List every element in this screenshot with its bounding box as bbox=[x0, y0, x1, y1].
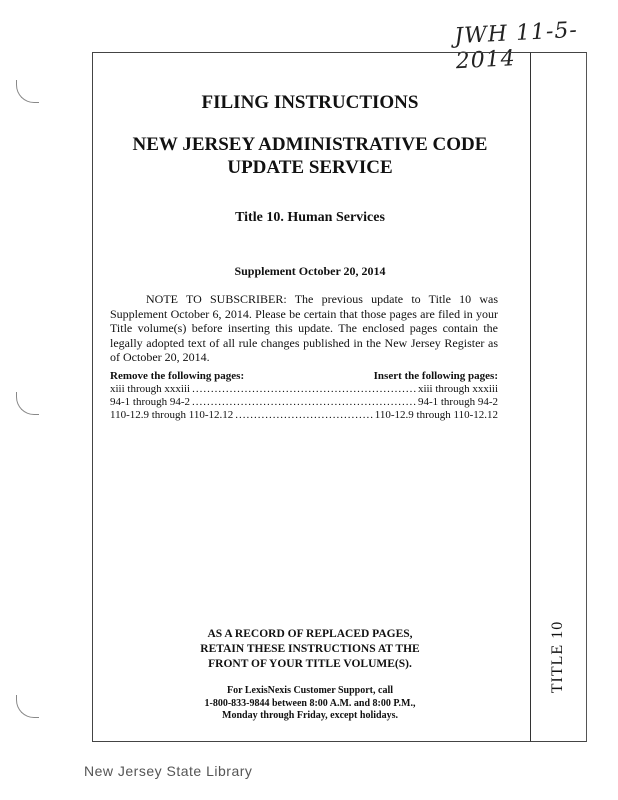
insert-pages: 110-12.9 through 110-12.12 bbox=[374, 409, 498, 421]
support-line: Monday through Friday, except holidays. bbox=[222, 710, 398, 721]
insert-header: Insert the following pages: bbox=[373, 370, 498, 382]
library-stamp: New Jersey State Library bbox=[84, 763, 253, 779]
remove-pages: 94-1 through 94-2 bbox=[110, 396, 191, 408]
code-name-line-2: UPDATE SERVICE bbox=[227, 157, 393, 178]
dot-leader bbox=[192, 383, 416, 396]
table-row bbox=[110, 383, 498, 396]
punch-hole-mark bbox=[16, 80, 39, 103]
title-tab-text: TITLE 10 bbox=[549, 620, 567, 694]
handwritten-note: JWH 11-5-2014 bbox=[453, 17, 579, 75]
support-line: 1-800-833-9844 between 8:00 A.M. and 8:00 P.M., bbox=[204, 697, 416, 709]
insert-pages: 94-1 through 94-2 bbox=[417, 396, 498, 408]
table-row bbox=[110, 409, 498, 422]
title-tab-label bbox=[538, 612, 578, 702]
customer-support-info bbox=[140, 685, 480, 723]
record-line: AS A RECORD OF REPLACED PAGES, bbox=[207, 628, 413, 640]
support-line: For LexisNexis Customer Support, call bbox=[226, 685, 393, 696]
dot-leader bbox=[235, 409, 373, 422]
record-line: FRONT OF YOUR TITLE VOLUME(S). bbox=[208, 658, 412, 670]
supplement-date: Supplement October 20, 2014 bbox=[234, 264, 386, 278]
punch-hole-mark bbox=[16, 392, 39, 415]
insert-pages: xiii through xxxiii bbox=[417, 383, 498, 395]
page-title: FILING INSTRUCTIONS bbox=[201, 92, 419, 113]
remove-pages: 110-12.9 through 110-12.12 bbox=[110, 409, 234, 421]
remove-pages: xiii through xxxiii bbox=[110, 383, 191, 395]
remove-header: Remove the following pages: bbox=[110, 370, 245, 382]
table-header-row bbox=[110, 370, 498, 383]
punch-hole-mark bbox=[16, 695, 39, 718]
page-replacement-table bbox=[110, 370, 498, 422]
dot-leader bbox=[192, 396, 416, 409]
note-to-subscriber: NOTE TO SUBSCRIBER: The previous update to Title 10 was Supplement October 6, 2014. Please be certain that those pages are filed in your Title volume(s) before inserting this update. The enclosed pages contain the legally adopted text of all rule changes published in the New Jersey Register as of October 20, 2014. bbox=[110, 292, 498, 364]
code-name-line-1: NEW JERSEY ADMINISTRATIVE CODE bbox=[132, 134, 488, 155]
record-line: RETAIN THESE INSTRUCTIONS AT THE bbox=[200, 643, 420, 655]
title-section: Title 10. Human Services bbox=[235, 210, 385, 225]
table-row bbox=[110, 396, 498, 409]
record-notice bbox=[150, 627, 470, 672]
